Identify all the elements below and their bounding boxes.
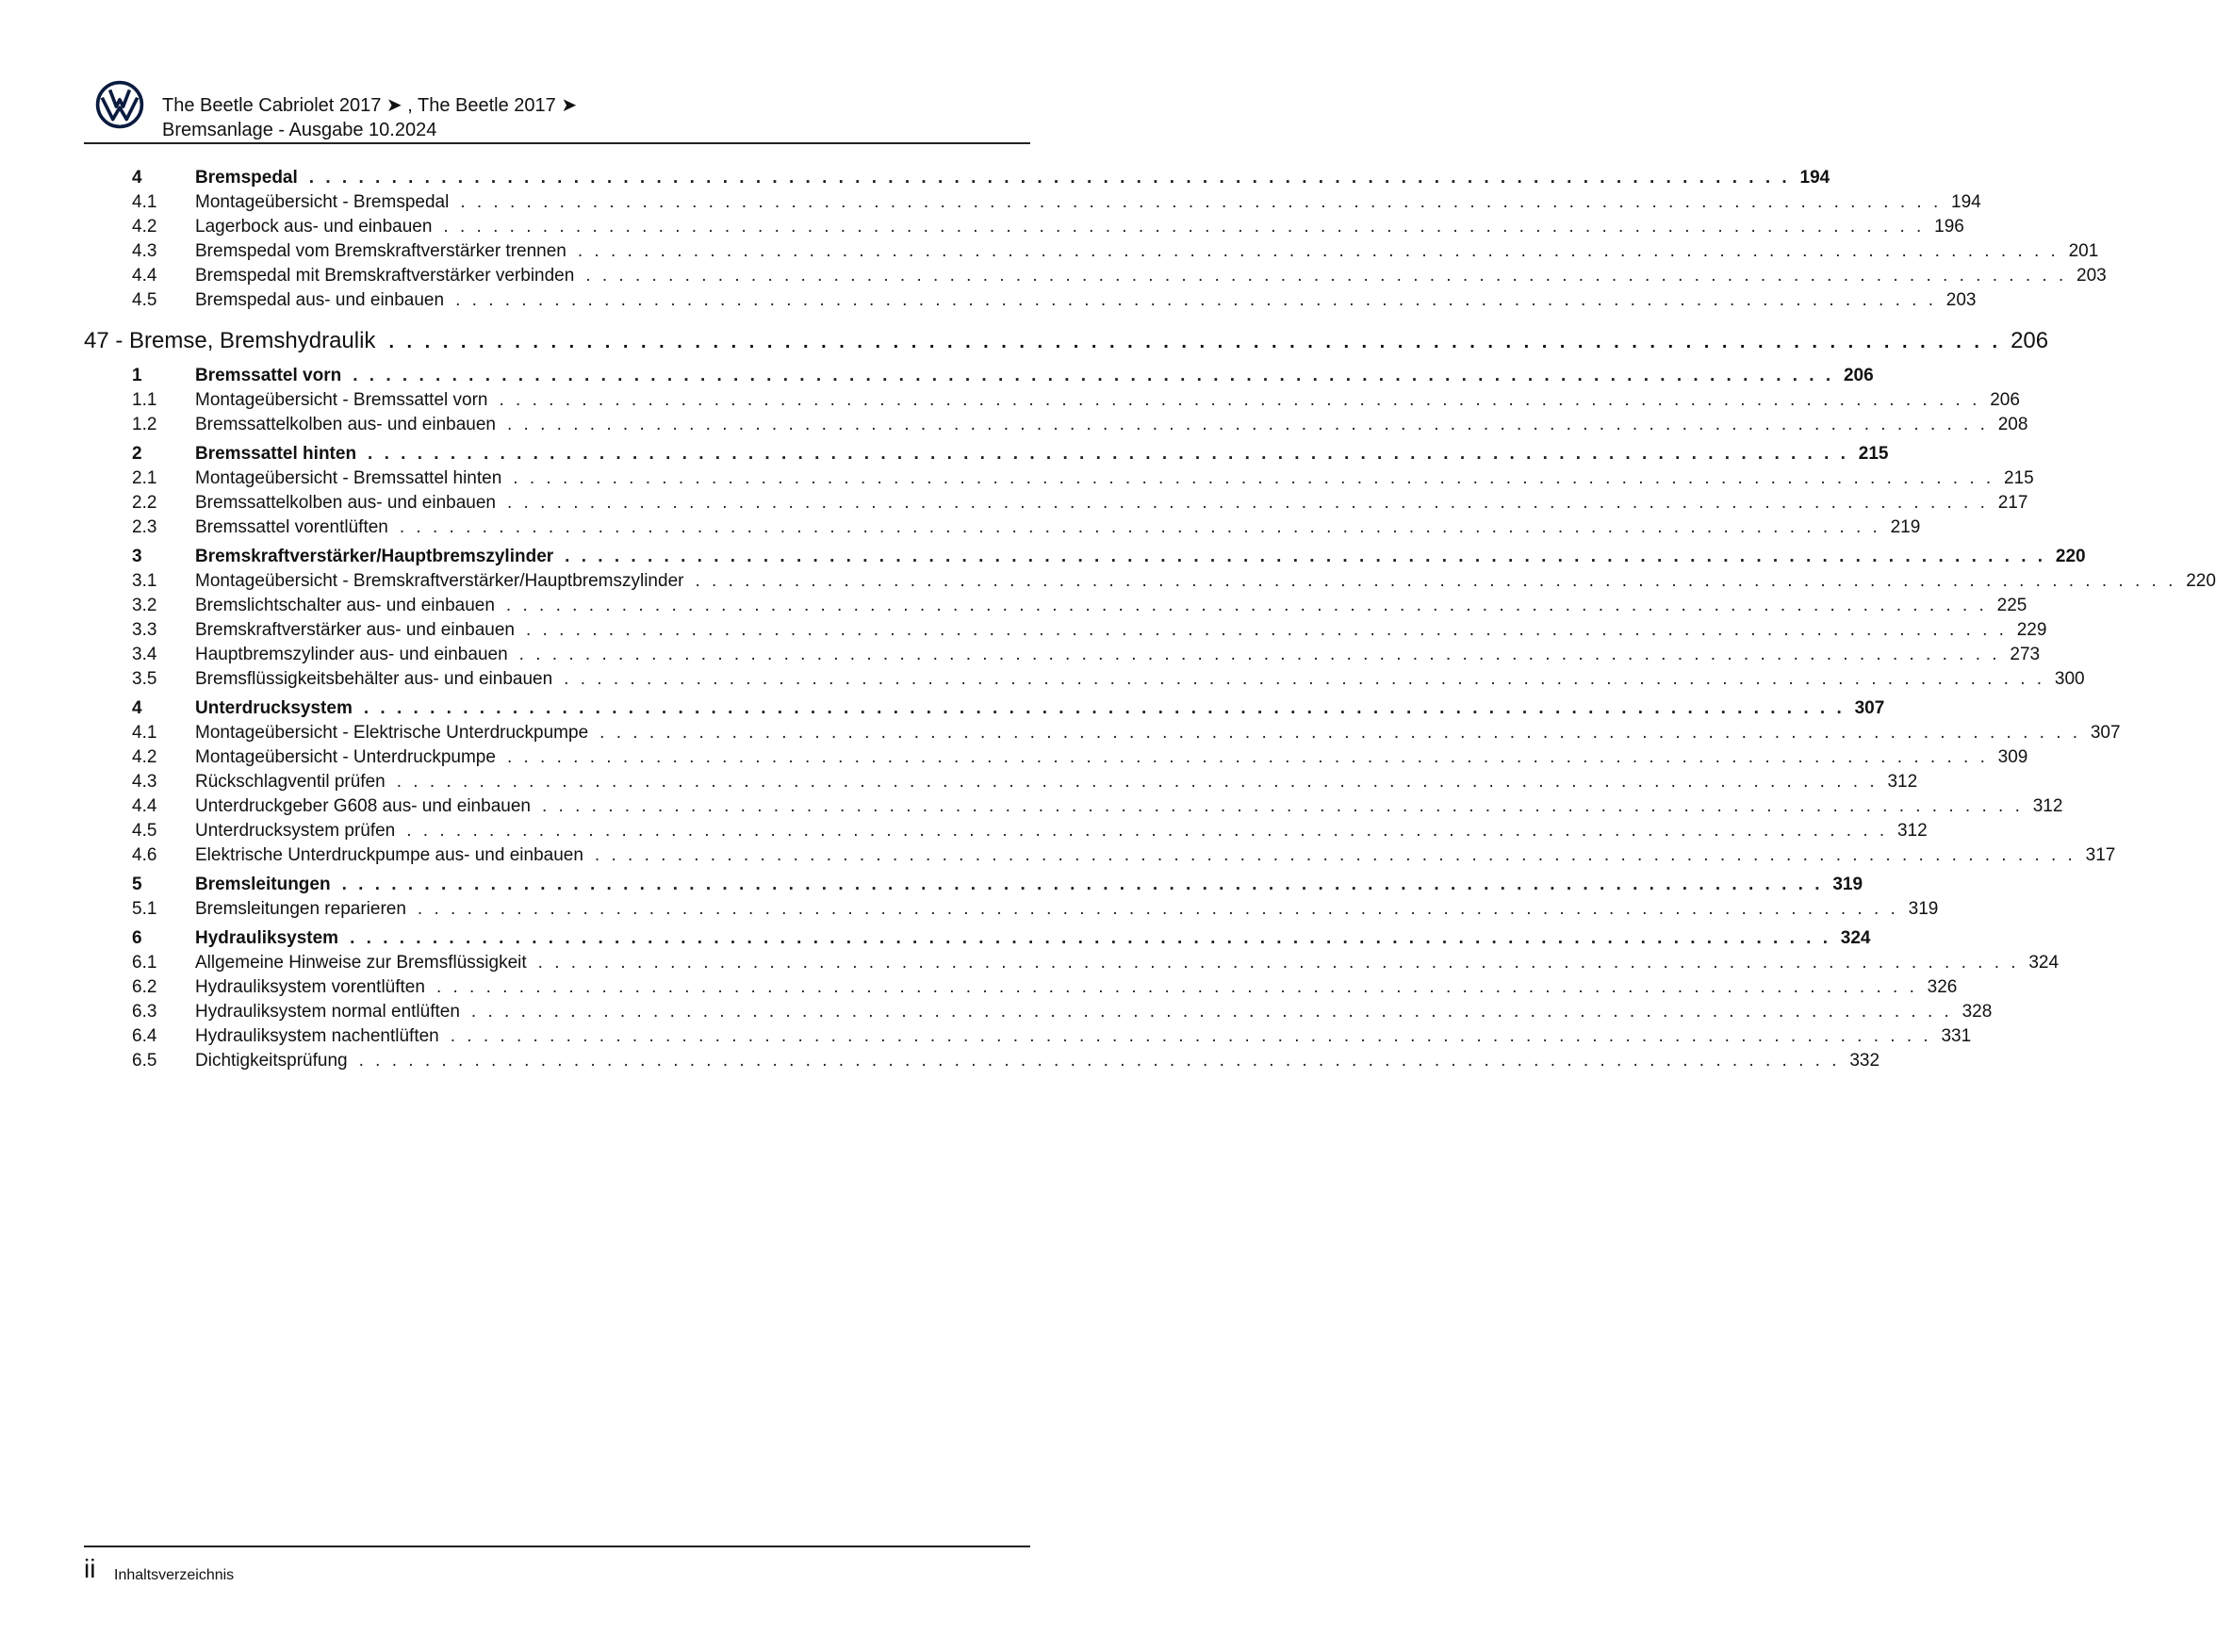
toc-entry-line [195,873,1863,897]
toc-entry-page: 332 [1849,1051,1880,1071]
toc-entry-page: 225 [1996,596,2027,615]
toc-entry-number: 4 [132,698,142,718]
toc-dot-leader: . . . . . . . . . . . . . . . . . . . . . . . . . . . . . . . . . . . . . . . . . . . . . . . . . . . . . . . . . . . . . . . . . . . . . . . . . . . . . . . . . . . . . . . . . . [565,547,2046,566]
toc-entry-title: Bremspedal vom Bremskraftverstärker trennen [195,241,566,261]
toc-dot-leader: . . . . . . . . . . . . . . . . . . . . . . . . . . . . . . . . . . . . . . . . . . . . . . . . . . . . . . . . . . . . . . . . . . . . . . . . . . . . . . . . . . . . . . . . . . [455,290,1937,310]
toc-entry-title: Hydrauliksystem normal entlüften [195,1002,460,1022]
toc-entry-row[interactable] [84,1000,1993,1024]
toc-entry-number: 6.2 [132,977,157,997]
toc-entry-number: 4.1 [132,723,157,743]
toc-entry-title: Bremskraftverstärker/Hauptbremszylinder [195,547,554,566]
toc-entry-line [195,1049,1880,1073]
toc-entry-title: Bremsflüssigkeitsbehälter aus- und einbauen [195,669,553,689]
toc-entry-page: 331 [1941,1026,1972,1046]
toc-dot-leader: . . . . . . . . . . . . . . . . . . . . . . . . . . . . . . . . . . . . . . . . . . . . . . . . . . . . . . . . . . . . . . . . . . . . . . . . . . . . . . . . . . . . . . . . . . [460,192,1942,212]
toc-entry-title: Elektrische Unterdruckpumpe aus- und einbauen [195,845,583,865]
toc-entry-row[interactable] [84,643,2041,667]
toc-entry-page: 196 [1934,217,1964,237]
toc-entry-line [195,770,1918,794]
toc-entry-page: 307 [1854,698,1885,718]
toc-entry-row[interactable] [84,515,1921,540]
toc-entry-row[interactable] [84,388,2020,413]
toc-entry-line [195,364,1874,388]
toc-dot-leader: . . . . . . . . . . . . . . . . . . . . . . . . . . . . . . . . . . . . . . . . . . . . . . . . . . . . . . . . . . . . . . . . . . . . . . . . . . . . . . . . . . . . . . . . . . [417,899,1899,919]
toc-entry-row[interactable] [84,667,2085,692]
toc-entry-title: Bremspedal aus- und einbauen [195,290,445,310]
toc-entry-line [195,667,2085,692]
toc-entry-page: 273 [2010,645,2041,664]
toc-dot-leader: . . . . . . . . . . . . . . . . . . . . . . . . . . . . . . . . . . . . . . . . . . . . . . . . . . . . . . . . . . . . . . . . . . . . . . . . . . . . . . . . . . . . . . . . . . [506,747,1989,767]
toc-section-row[interactable] [84,926,1871,951]
footer-label: Inhaltsverzeichnis [114,1567,235,1583]
toc-entry-page: 220 [2055,547,2086,566]
toc-dot-leader: . . . . . . . . . . . . . . . . . . . . . . . . . . . . . . . . . . . . . . . . . . . . . . . . . . . . . . . . . . . . . . . . . . . . . . . . . . . . . . . . . . . . . . . . . . [308,168,1791,188]
toc-entry-page: 312 [2032,796,2063,816]
toc-entry-line [195,745,2028,770]
toc-entry-line [195,594,2027,618]
toc-entry-number: 4.6 [132,845,157,865]
toc-entry-title: Hydrauliksystem [195,928,339,948]
toc-entry-page: 208 [1997,415,2028,434]
toc-entry-page: 203 [1945,290,1977,310]
toc-entry-row[interactable] [84,618,2047,643]
toc-entry-line [195,569,2216,594]
toc-entry-row[interactable] [84,413,2028,437]
toc-entry-row[interactable] [84,975,1958,1000]
toc-entry-line [195,442,1889,466]
toc-entry-title: Hydrauliksystem nachentlüften [195,1026,439,1046]
toc-section-row[interactable] [84,166,1830,190]
toc-entry-page: 215 [1858,444,1889,464]
toc-dot-leader: . . . . . . . . . . . . . . . . . . . . . . . . . . . . . . . . . . . . . . . . . . . . . . . . . . . . . . . . . . . . . . . . . . . . . . . . . . . . . . . . . . . . . . . . . . [350,928,1831,948]
toc-dot-leader: . . . . . . . . . . . . . . . . . . . . . . . . . . . . . . . . . . . . . . . . . . . . . . . . . . . . . . . . . . . . . . . . . . . . . . . . . . . . . . . . . . . . . . . . . . [599,723,2081,743]
toc-chapter-title: 47 - Bremse, Bremshydraulik [84,328,376,353]
toc-entry-number: 3 [132,547,142,566]
toc-entry-number: 4.5 [132,290,157,310]
toc-entry-number: 6.1 [132,953,157,973]
toc-entry-title: Bremsleitungen [195,875,331,894]
toc-entry-number: 6.5 [132,1051,157,1071]
toc-entry-number: 6.4 [132,1026,157,1046]
toc-entry-title: Hydrauliksystem vorentlüften [195,977,425,997]
toc-dot-leader: . . . . . . . . . . . . . . . . . . . . . . . . . . . . . . . . . . . . . . . . . . . . . . . . . . . . . . . . . . . . . . . . . . . . . . . . . . . . . . . . . . . . . . . . . . [341,875,1824,894]
toc-dot-leader: . . . . . . . . . . . . . . . . . . . . . . . . . . . . . . . . . . . . . . . . . . . . . . . . . . . . . . . . . . . . . . . . . . . . . . . . . . . . . . . . . . . . . . . . . . [526,620,2008,640]
toc-entry-number: 4.2 [132,217,157,237]
toc-dot-leader: . . . . . . . . . . . . . . . . . . . . . . . . . . . . . . . . . . . . . . . . . . . . . . . . . . . . . . . . . . . . . . . . . . . . . . . . . . . . . . . . . . . . . . . . . . [505,596,1988,615]
toc-entry-number: 2.2 [132,493,157,513]
toc-entry-title: Montageübersicht - Bremssattel hinten [195,468,502,488]
toc-entry-number: 3.5 [132,669,157,689]
toc-entry-number: 1.1 [132,390,157,410]
toc-entry-page: 309 [1997,747,2028,767]
toc-entry-page: 220 [2186,571,2216,591]
page-number: ii [84,1554,96,1583]
toc-entry-number: 4.3 [132,241,157,261]
toc-entry-line [195,643,2041,667]
toc-dot-leader: . . . . . . . . . . . . . . . . . . . . . . . . . . . . . . . . . . . . . . . . . . . . . . . . . . . . . . . . . . . . . . . . . . . . . . . . . . . . . . . . . . . . . . . . . . [358,1051,1841,1071]
toc-entry-line [195,545,2086,569]
toc-entry-row[interactable] [84,239,2099,264]
toc-entry-row[interactable] [84,594,2027,618]
toc-section-row[interactable] [84,364,1874,388]
toc-entry-number: 3.4 [132,645,157,664]
toc-entry-number: 4.3 [132,772,157,792]
toc-chapter-line [84,322,2049,361]
footer-divider [84,1546,1030,1547]
toc-entry-number: 4.2 [132,747,157,767]
toc-entry-title: Montageübersicht - Elektrische Unterdruckpumpe [195,723,589,743]
toc-dot-leader: . . . . . . . . . . . . . . . . . . . . . . . . . . . . . . . . . . . . . . . . . . . . . . . . . . . . . . . . . . . . . . . . . . . . . . . . . . . . . . . . . . . . . . . . . . [537,953,2020,973]
toc-entry-number: 5 [132,875,142,894]
toc-entry-line [195,618,2047,643]
toc-entry-row[interactable] [84,819,1928,843]
toc-entry-line [195,239,2099,264]
toc-dot-leader: . . . . . . . . . . . . . . . . . . . . . . . . . . . . . . . . . . . . . . . . . . . . . . . . . . . . . . . . . . . . . . . . . . . . . . . . . . . . . . . . . . . . . . . . . . [406,821,1888,841]
page-header [84,76,1030,144]
toc-entry-page: 328 [1962,1002,1993,1022]
toc-entry-line [195,794,2063,819]
toc-entry-row[interactable] [84,721,2121,745]
toc-entry-page: 215 [2004,468,2034,488]
toc-dot-leader: . . . . . . . . . . . . . . . . . . . . . . . . . . . . . . . . . . . . . . . . . . . . . . . . . . . . . . . . . . . . . . . . . . . . . . . . . . . . . . . . . . . . . . . . . . [443,217,1925,237]
toc-entry-title: Montageübersicht - Bremssattel vorn [195,390,488,410]
toc-entry-number: 3.2 [132,596,157,615]
toc-dot-leader: . . . . . . . . . . . . . . . . . . . . . . . . . . . . . . . . . . . . . . . . . . . . . . . . . . . . . . . . . . . . . . . . . . . . . . . . . . . . . . . . . . . . . . . . . . [470,1002,1953,1022]
toc-entry-row[interactable] [84,264,2107,288]
toc-entry-row[interactable] [84,288,1977,313]
toc-entry-page: 319 [1832,875,1863,894]
toc-section-row[interactable] [84,442,1889,466]
toc-entry-title: Lagerbock aus- und einbauen [195,217,433,237]
toc-dot-leader: . . . . . . . . . . . . . . . . . . . . . . . . . . . . . . . . . . . . . . . . . . . . . . . . . . . . . . . . . . . . . . . . . . . . . . . . . . . . . . . . . . . . . . . . . . [353,366,1834,385]
toc-entry-row[interactable] [84,190,1981,215]
toc-section-row[interactable] [84,696,1885,721]
toc-entry-line [195,491,2028,515]
toc-entry-row[interactable] [84,215,1964,239]
table-of-contents [84,166,2216,1073]
toc-dot-leader: . . . . . . . . . . . . . . . . . . . . . . . . . . . . . . . . . . . . . . . . . . . . . . . . . . . . . . . . . . . . . . . . . . . . . . . . . . . . . . . . . . . . . . . . . . [399,517,1881,537]
toc-dot-leader: . . . . . . . . . . . . . . . . . . . . . . . . . . . . . . . . . . . . . . . . . . . . . . . . . . . . . . . . . . . . . . . . . . . . . . . . . . . . . . . . . . . . . . . . . . [695,571,2176,591]
toc-entry-number: 3.3 [132,620,157,640]
toc-entry-row[interactable] [84,897,1939,922]
toc-entry-title: Montageübersicht - Unterdruckpumpe [195,747,496,767]
toc-entry-page: 217 [1997,493,2028,513]
toc-entry-line [195,819,1928,843]
toc-entry-number: 4.4 [132,796,157,816]
toc-dot-leader: . . . . . . . . . . . . . . . . . . . . . . . . . . . . . . . . . . . . . . . . . . . . . . . . . . . . . . . . . . . . . . . . . . . . . . . . . . . . . . . . . . . . . . . . . . [577,241,2060,261]
toc-entry-line [195,721,2121,745]
toc-entry-title: Bremsleitungen reparieren [195,899,406,919]
toc-entry-line [195,388,2020,413]
toc-entry-title: Bremspedal [195,168,298,188]
toc-dot-leader: . . . . . . . . . . . . . . . . . . . . . . . . . . . . . . . . . . . . . . . . . . . . . . . . . . . . . . . . . . . . . . . . . . . . . . . . . . . . . . . . . . . . . . . . . . [541,796,2024,816]
toc-entry-page: 201 [2068,241,2099,261]
toc-entry-number: 3.1 [132,571,157,591]
toc-dot-leader: . . . . . . . . . . . . . . . . . . . . . . . . . . . . . . . . . . . . . . . . . . . . . . . . . . . . . . . . . . . . . . . . . . . . . . . . . . . . . . . . . . . . . . . . . . [435,977,1918,997]
toc-entry-title: Bremskraftverstärker aus- und einbauen [195,620,515,640]
toc-entry-title: Unterdrucksystem [195,698,353,718]
toc-entry-row[interactable] [84,770,1918,794]
document-subtitle: Bremsanlage - Ausgabe 10.2024 [162,120,437,140]
toc-entry-line [195,413,2028,437]
toc-dot-leader: . . . . . . . . . . . . . . . . . . . . . . . . . . . . . . . . . . . . . . . . . . . . . . . . . . . . . . . . . . . . . . . . . . . . . . . . . . . . . . . . . . . . . . . . . . [506,415,1989,434]
toc-entry-title: Bremssattelkolben aus- und einbauen [195,493,496,513]
toc-entry-number: 1.2 [132,415,157,434]
toc-entry-title: Unterdrucksystem prüfen [195,821,396,841]
toc-entry-number: 2 [132,444,142,464]
toc-dot-leader: . . . . . . . . . . . . . . . . . . . . . . . . . . . . . . . . . . . . . . . . . . . . . . . . . . . . . . . . . . . . . . . . . . . . . . . . . . . . . . . . . . . . . . . . . . [506,493,1989,513]
toc-dot-leader: . . . . . . . . . . . . . . . . . . . . . . . . . . . . . . . . . . . . . . . . . . . . . . . . . . . . . . . . . . . . . . . . . . . . . . . . . . . . . . . . . . . . . . . . . . [594,845,2076,865]
toc-entry-page: 229 [2016,620,2047,640]
toc-dot-leader: . . . . . . . . . . . . . . . . . . . . . . . . . . . . . . . . . . . . . . . . . . . . . . . . . . . . . . . . . . . . . . . . . . . . . . . . . . . . . . . . . . . . . . . . . . [585,266,2067,286]
toc-entry-title: Bremssattel hinten [195,444,357,464]
toc-chapter-page: 206 [2011,328,2049,353]
toc-entry-line [195,1000,1993,1024]
vw-logo-icon [95,80,144,129]
toc-entry-page: 203 [2076,266,2107,286]
header-divider [84,142,1030,144]
toc-section-row[interactable] [84,873,1863,897]
toc-entry-page: 319 [1908,899,1939,919]
toc-entry-row[interactable] [84,466,2034,491]
toc-entry-page: 312 [1896,821,1928,841]
toc-section-row[interactable] [84,545,2086,569]
toc-entry-number: 4 [132,168,142,188]
toc-entry-title: Bremssattel vorentlüften [195,517,388,537]
document-title: The Beetle Cabriolet 2017 ➤ , The Beetle 2017 ➤ [162,95,578,116]
toc-entry-page: 312 [1887,772,1918,792]
toc-entry-number: 6.3 [132,1002,157,1022]
toc-entry-title: Hauptbremszylinder aus- und einbauen [195,645,508,664]
toc-dot-leader: . . . . . . . . . . . . . . . . . . . . . . . . . . . . . . . . . . . . . . . . . . . . . . . . . . . . . . . . . . . . . . . . . . . . . . . . . . . . . . . . . . . . . . . . . . [564,669,2045,689]
toc-entry-line [195,696,1885,721]
toc-entry-number: 4.1 [132,192,157,212]
toc-entry-row[interactable] [84,794,2063,819]
toc-entry-line [195,975,1958,1000]
toc-entry-line [195,515,1921,540]
toc-entry-page: 324 [2028,953,2060,973]
toc-entry-line [195,166,1830,190]
toc-entry-row[interactable] [84,1024,1972,1049]
toc-entry-number: 4.4 [132,266,157,286]
toc-entry-line [195,215,1964,239]
toc-entry-page: 206 [1843,366,1874,385]
toc-entry-page: 324 [1840,928,1871,948]
toc-entry-line [195,843,2116,868]
toc-entry-page: 307 [2090,723,2121,743]
toc-entry-line [195,288,1977,313]
toc-entry-row[interactable] [84,1049,1880,1073]
toc-dot-leader: . . . . . . . . . . . . . . . . . . . . . . . . . . . . . . . . . . . . . . . . . . . . . . . . . . . . . . . . . . . . . . . . . . . . . . . . . . . . . . . . . . . . . . . . . . [388,332,2002,352]
toc-entry-line [195,1024,1972,1049]
toc-dot-leader: . . . . . . . . . . . . . . . . . . . . . . . . . . . . . . . . . . . . . . . . . . . . . . . . . . . . . . . . . . . . . . . . . . . . . . . . . . . . . . . . . . . . . . . . . . [499,390,1980,410]
toc-chapter-row[interactable] [84,322,2049,364]
toc-entry-title: Bremssattelkolben aus- und einbauen [195,415,496,434]
toc-entry-title: Rückschlagventil prüfen [195,772,386,792]
toc-entry-line [195,466,2034,491]
toc-dot-leader: . . . . . . . . . . . . . . . . . . . . . . . . . . . . . . . . . . . . . . . . . . . . . . . . . . . . . . . . . . . . . . . . . . . . . . . . . . . . . . . . . . . . . . . . . . [450,1026,1932,1046]
toc-dot-leader: . . . . . . . . . . . . . . . . . . . . . . . . . . . . . . . . . . . . . . . . . . . . . . . . . . . . . . . . . . . . . . . . . . . . . . . . . . . . . . . . . . . . . . . . . . [396,772,1879,792]
toc-dot-leader: . . . . . . . . . . . . . . . . . . . . . . . . . . . . . . . . . . . . . . . . . . . . . . . . . . . . . . . . . . . . . . . . . . . . . . . . . . . . . . . . . . . . . . . . . . [363,698,1846,718]
toc-entry-row[interactable] [84,491,2028,515]
toc-entry-page: 219 [1890,517,1921,537]
toc-entry-line [195,926,1871,951]
toc-entry-title: Montageübersicht - Bremskraftverstärker/Hauptbremszylinder [195,571,684,591]
toc-entry-title: Bremssattel vorn [195,366,342,385]
toc-entry-number: 6 [132,928,142,948]
toc-entry-row[interactable] [84,745,2028,770]
toc-entry-title: Bremslichtschalter aus- und einbauen [195,596,495,615]
toc-entry-line [195,190,1981,215]
toc-entry-number: 2.1 [132,468,157,488]
toc-dot-leader: . . . . . . . . . . . . . . . . . . . . . . . . . . . . . . . . . . . . . . . . . . . . . . . . . . . . . . . . . . . . . . . . . . . . . . . . . . . . . . . . . . . . . . . . . . [518,645,2001,664]
toc-dot-leader: . . . . . . . . . . . . . . . . . . . . . . . . . . . . . . . . . . . . . . . . . . . . . . . . . . . . . . . . . . . . . . . . . . . . . . . . . . . . . . . . . . . . . . . . . . [368,444,1849,464]
toc-entry-title: Dichtigkeitsprüfung [195,1051,348,1071]
toc-entry-number: 2.3 [132,517,157,537]
toc-entry-page: 194 [1951,192,1981,212]
toc-entry-line [195,951,2060,975]
toc-entry-page: 206 [1990,390,2020,410]
toc-entry-page: 326 [1927,977,1958,997]
toc-dot-leader: . . . . . . . . . . . . . . . . . . . . . . . . . . . . . . . . . . . . . . . . . . . . . . . . . . . . . . . . . . . . . . . . . . . . . . . . . . . . . . . . . . . . . . . . . . [513,468,1994,488]
toc-entry-title: Allgemeine Hinweise zur Bremsflüssigkeit [195,953,527,973]
toc-entry-row[interactable] [84,569,2216,594]
toc-entry-row[interactable] [84,843,2116,868]
toc-entry-row[interactable] [84,951,2060,975]
toc-entry-line [195,264,2107,288]
toc-entry-title: Bremspedal mit Bremskraftverstärker verbinden [195,266,575,286]
toc-entry-title: Unterdruckgeber G608 aus- und einbauen [195,796,531,816]
toc-entry-number: 5.1 [132,899,157,919]
toc-entry-number: 4.5 [132,821,157,841]
toc-entry-line [195,897,1939,922]
toc-entry-number: 1 [132,366,142,385]
toc-entry-page: 300 [2054,669,2085,689]
toc-entry-page: 194 [1799,168,1830,188]
toc-entry-page: 317 [2085,845,2116,865]
toc-entry-title: Montageübersicht - Bremspedal [195,192,450,212]
